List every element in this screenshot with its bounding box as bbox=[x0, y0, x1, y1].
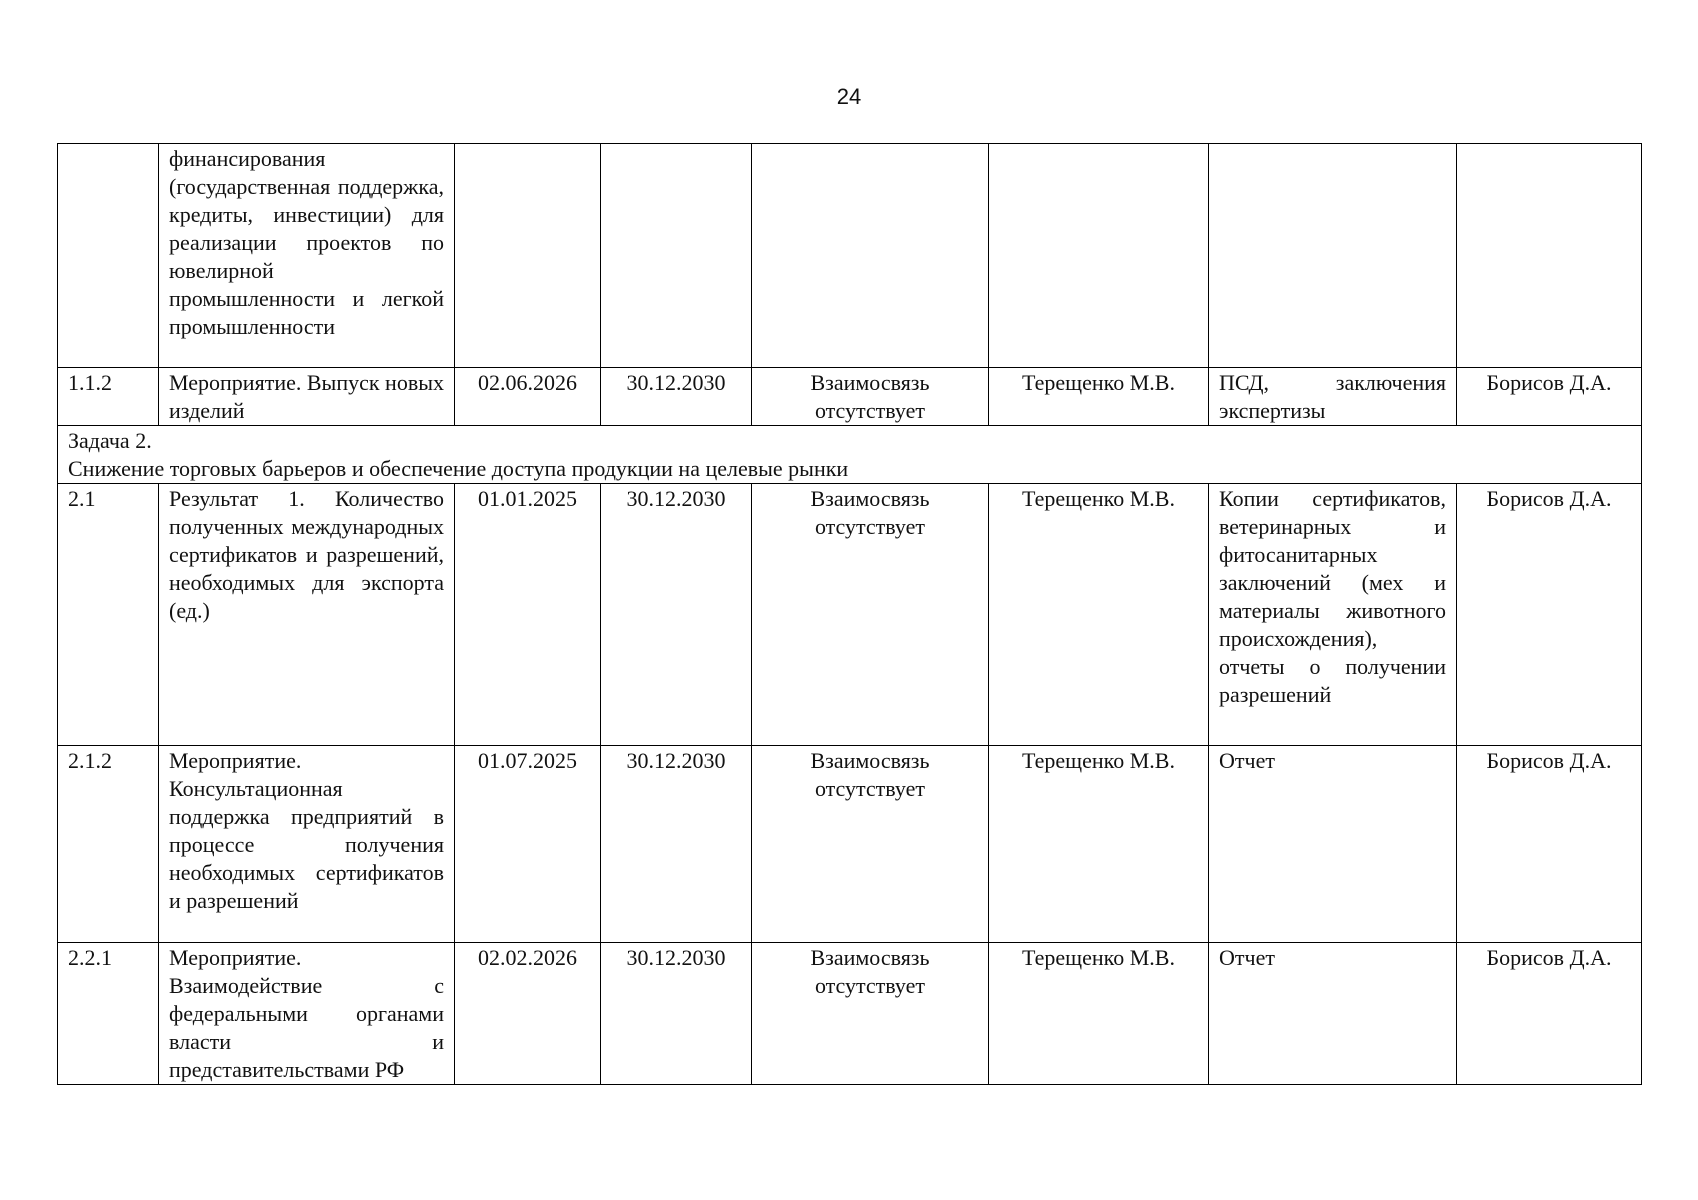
cell-number: 2.1 bbox=[58, 484, 159, 746]
cell-document: ПСД, заключения экспертизы bbox=[1209, 368, 1457, 426]
cell-start-date: 01.07.2025 bbox=[455, 746, 601, 943]
cell-document: Отчет bbox=[1209, 746, 1457, 943]
cell-link: Взаимосвязь отсутствует bbox=[752, 746, 989, 943]
cell-link bbox=[752, 144, 989, 368]
cell-responsible: Терещенко М.В. bbox=[989, 484, 1209, 746]
cell-curator: Борисов Д.А. bbox=[1457, 943, 1642, 1085]
cell-start-date: 02.06.2026 bbox=[455, 368, 601, 426]
cell-description: Мероприятие. Консультационная поддержка предприятий в процессе получения необходимых сертификатов и разрешений bbox=[159, 746, 455, 943]
task-row bbox=[58, 426, 1642, 484]
table-row bbox=[58, 368, 1642, 426]
cell-responsible: Терещенко М.В. bbox=[989, 943, 1209, 1085]
table-row bbox=[58, 746, 1642, 943]
cell-description: Мероприятие. Взаимодействие с федеральными органами власти и представительствами РФ bbox=[159, 943, 455, 1085]
task-title: Задача 2. bbox=[68, 428, 152, 453]
cell-responsible: Терещенко М.В. bbox=[989, 746, 1209, 943]
cell-number: 1.1.2 bbox=[58, 368, 159, 426]
cell-end-date: 30.12.2030 bbox=[601, 368, 752, 426]
cell-start-date bbox=[455, 144, 601, 368]
cell-curator: Борисов Д.А. bbox=[1457, 484, 1642, 746]
plan-table bbox=[57, 143, 1642, 1085]
cell-end-date: 30.12.2030 bbox=[601, 943, 752, 1085]
cell-number: 2.1.2 bbox=[58, 746, 159, 943]
cell-curator: Борисов Д.А. bbox=[1457, 368, 1642, 426]
cell-description: Мероприятие. Выпуск новых изделий bbox=[159, 368, 455, 426]
cell-number bbox=[58, 144, 159, 368]
table-row bbox=[58, 943, 1642, 1085]
cell-document: Отчет bbox=[1209, 943, 1457, 1085]
table-row bbox=[58, 144, 1642, 368]
cell-curator bbox=[1457, 144, 1642, 368]
cell-responsible bbox=[989, 144, 1209, 368]
cell-link: Взаимосвязь отсутствует bbox=[752, 484, 989, 746]
cell-link: Взаимосвязь отсутствует bbox=[752, 943, 989, 1085]
page-number: 24 bbox=[836, 84, 862, 109]
cell-end-date: 30.12.2030 bbox=[601, 484, 752, 746]
cell-responsible: Терещенко М.В. bbox=[989, 368, 1209, 426]
cell-start-date: 02.02.2026 bbox=[455, 943, 601, 1085]
cell-end-date bbox=[601, 144, 752, 368]
task-text: Снижение торговых барьеров и обеспечение доступа продукции на целевые рынки bbox=[68, 456, 849, 481]
cell-curator: Борисов Д.А. bbox=[1457, 746, 1642, 943]
cell-end-date: 30.12.2030 bbox=[601, 746, 752, 943]
cell-description: финансирования (государственная поддержка, кредиты, инвестиции) для реализации проектов по ювелирной промышленности и легкой промышленности bbox=[159, 144, 455, 368]
cell-link: Взаимосвязь отсутствует bbox=[752, 368, 989, 426]
task-cell bbox=[58, 426, 1642, 484]
cell-description: Результат 1. Количество полученных международных сертификатов и разрешений, необходимых для экспорта (ед.) bbox=[159, 484, 455, 746]
cell-number: 2.2.1 bbox=[58, 943, 159, 1085]
table-row bbox=[58, 484, 1642, 746]
cell-document: Копии сертификатов, ветеринарных и фитосанитарных заключений (мех и материалы животного происхождения), отчеты о получении разрешений bbox=[1209, 484, 1457, 746]
cell-document bbox=[1209, 144, 1457, 368]
cell-start-date: 01.01.2025 bbox=[455, 484, 601, 746]
